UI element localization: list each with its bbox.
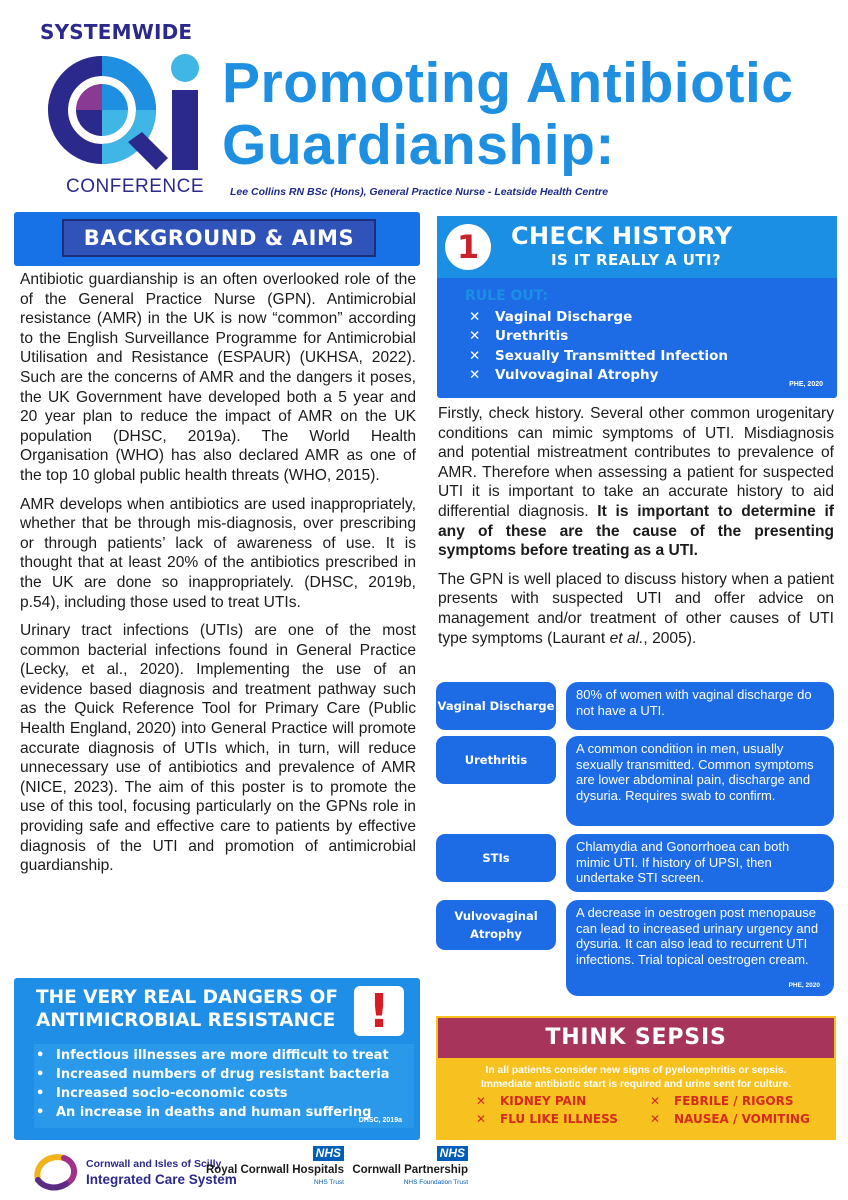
- list-item-text: Urethritis: [495, 328, 569, 345]
- list-item: [36, 1065, 414, 1084]
- nhs-logo: NHS: [313, 1146, 344, 1161]
- condition-label-stis: STIs: [436, 834, 556, 882]
- background-text: [20, 270, 416, 885]
- list-item-text: An increase in deaths and human suffering: [56, 1105, 372, 1120]
- background-paragraph-1: Antibiotic guardianship is an often overlooked role of the of the General Practice Nurse (GPN). Antimicrobial resistance (AMR) in the UK is now “common” according to the English Surveillance Programme for Antimicrobial Utilisation and Resistance (ESPAUR) (UKHSA, 2022). Such are the concerns of AMR and the dangers it poses, the UK Government have developed both a 5 year and 20 year plan to reduce the impact of AMR on the UK population (DHSC, 2019a). The World Health Organisation (WHO) has also declared AMR as one of the top 10 global public health threats (WHO, 2015).: [20, 271, 416, 484]
- amr-dangers-list-box: [34, 1044, 414, 1128]
- background-paragraph-2: AMR develops when antibiotics are used inappropriately, whether that be through mis-diagnosis, over prescribing or through patients’ lack of awareness of use. It is thought that at least 20% of the antibiotics prescribed in the UK are done so inappropriately. (DHSC, 2019b, p.54), including those used to treat UTIs.: [20, 495, 416, 611]
- check-history-source: PHE, 2020: [789, 381, 823, 388]
- background-aims-heading: BACKGROUND & AIMS: [62, 219, 376, 257]
- sepsis-sign: [650, 1112, 810, 1126]
- nhs-logo: NHS: [437, 1146, 468, 1161]
- sepsis-sign-text: KIDNEY PAIN: [500, 1094, 587, 1108]
- cross-icon: ✕: [469, 367, 481, 384]
- condition-desc-text: A decrease in oestrogen post menopause can lead to increased urinary urgency and dysuria. It can also lead to recurrent UTI infections. Trial topical oestrogen cream.: [576, 905, 819, 967]
- ics-swirl-icon: [30, 1150, 82, 1192]
- check-history-panel: [437, 216, 837, 398]
- bullet-icon: •: [36, 1048, 45, 1063]
- think-sepsis-body: [448, 1058, 824, 1134]
- amr-dangers-source: DHSC, 2019a: [358, 1117, 402, 1124]
- check-history-paragraph-1: [438, 404, 834, 561]
- sepsis-sign: [476, 1112, 618, 1126]
- condition-label-vulvovaginal-atrophy: Vulvovaginal Atrophy: [436, 900, 556, 950]
- check-history-paragraph-2-end: , 2005).: [643, 629, 697, 647]
- condition-desc-vaginal-discharge: [566, 682, 834, 730]
- ics-name-line-1: Cornwall and Isles of Scilly: [86, 1158, 222, 1170]
- title-line-2: Guardianship:: [222, 113, 615, 177]
- check-history-title: CHECK HISTORY: [511, 222, 733, 250]
- cross-icon: ✕: [650, 1112, 661, 1126]
- qi-conference-logo: [36, 20, 218, 205]
- background-aims-banner: [14, 212, 420, 266]
- check-history-paragraph-2-text: The GPN is well placed to discuss history when a patient presents with suspected UTI and offer advice on management and/or treatment of other causes of UTI type symptoms (Laurant: [438, 570, 834, 647]
- rch-name: Royal Cornwall Hospitals: [205, 1164, 344, 1176]
- list-item-text: Infectious illnesses are more difficult to treat: [56, 1048, 389, 1063]
- royal-cornwall-hospitals-logo: [205, 1146, 344, 1192]
- check-history-paragraph-1-emphasis: It is important to determine if any of these are the cause of the presenting symptoms before treating as a UTI.: [438, 502, 834, 560]
- cross-icon: ✕: [469, 309, 481, 325]
- rch-subtitle: NHS Trust: [314, 1179, 344, 1186]
- list-item: [469, 347, 728, 366]
- condition-desc-text: A common condition in men, usually sexually transmitted. Common symptoms are lower abdominal pain, discharge and dysuria. Requires swab to confirm.: [576, 741, 814, 803]
- rule-out-label: RULE OUT:: [465, 288, 549, 304]
- amr-dangers-panel: [14, 978, 420, 1140]
- cross-icon: ✕: [469, 347, 481, 364]
- cpft-name: Cornwall Partnership: [352, 1164, 468, 1176]
- condition-desc-stis: [566, 834, 834, 892]
- sepsis-sign: [650, 1094, 793, 1108]
- ics-name-line-2: Integrated Care System: [86, 1172, 237, 1187]
- logo-systemwide-text: SYSTEMWIDE: [40, 20, 193, 44]
- bullet-icon: •: [36, 1105, 45, 1120]
- condition-label-vaginal-discharge: Vaginal Discharge: [436, 682, 556, 730]
- bullet-icon: •: [36, 1086, 45, 1101]
- sepsis-sign-text: FEBRILE / RIGORS: [674, 1094, 794, 1108]
- condition-desc-text: 80% of women with vaginal discharge do not have a UTI.: [576, 687, 812, 718]
- cross-icon: ✕: [476, 1094, 487, 1108]
- list-item: [36, 1084, 414, 1103]
- list-item: [469, 366, 728, 385]
- amr-dangers-heading-line-2: ANTIMICROBIAL RESISTANCE: [36, 1010, 336, 1031]
- author-credit: Lee Collins RN BSc (Hons), General Practice Nurse - Leatside Health Centre: [230, 186, 609, 198]
- list-item-text: Vulvovaginal Atrophy: [495, 367, 659, 384]
- check-history-paragraph-2: [438, 570, 834, 648]
- condition-desc-urethritis: [566, 736, 834, 826]
- cross-icon: ✕: [650, 1094, 661, 1108]
- cpft-subtitle: NHS Foundation Trust: [403, 1179, 468, 1186]
- sepsis-line-2: Immediate antibiotic start is required and urine sent for culture.: [480, 1079, 792, 1090]
- list-item-text: Increased socio-economic costs: [56, 1086, 288, 1101]
- list-item-text: Sexually Transmitted Infection: [495, 347, 728, 364]
- sepsis-line-1: In all patients consider new signs of pyelonephritis or sepsis.: [485, 1065, 787, 1076]
- cornwall-partnership-logo: [350, 1146, 468, 1192]
- exclamation-icon: !: [354, 986, 404, 1036]
- sepsis-sign-text: NAUSEA / VOMITING: [674, 1112, 810, 1126]
- check-history-text: [438, 404, 834, 657]
- sepsis-sign-text: FLU LIKE ILLNESS: [500, 1112, 618, 1126]
- think-sepsis-panel: [436, 1016, 836, 1140]
- sepsis-sign: [476, 1094, 586, 1108]
- list-item-text: Vaginal Discharge: [495, 309, 633, 325]
- list-item: [469, 327, 728, 346]
- cross-icon: ✕: [469, 328, 481, 345]
- check-history-header: [437, 216, 837, 278]
- logo-conference-text: CONFERENCE: [66, 176, 205, 197]
- condition-desc-text: Chlamydia and Gonorrhoea can both mimic UTI. If history of UPSI, then undertake STI screen.: [576, 839, 790, 886]
- condition-source: PHE, 2020: [788, 982, 820, 990]
- citation-et-al: et al.: [609, 629, 644, 647]
- amr-dangers-heading-line-1: THE VERY REAL DANGERS OF: [36, 987, 338, 1008]
- list-item-text: Increased numbers of drug resistant bacteria: [56, 1067, 390, 1082]
- background-paragraph-3: Urinary tract infections (UTIs) are one of the most common bacterial infections found in General Practice (Lecky, et al., 2020). Implementing the use of an evidence based diagnosis and treatment pathway such as the Quick Reference Tool for Primary Care (Public Health England, 2020) into General Practice will promote accurate diagnosis of UTIs which, in turn, will reduce unnecessary use of antibiotics and prevalence of AMR (NICE, 2023). The aim of this poster is to promote the use of this tool, focusing particularly on the GPNs role in providing safe and effective care to patients by effective diagnosis of the UTI and promotion of antimicrobial guardianship.: [20, 622, 416, 875]
- title-line-1: Promoting Antibiotic: [222, 51, 794, 115]
- amr-dangers-heading: [36, 986, 338, 1032]
- list-item: [36, 1103, 414, 1122]
- qi-logo-icon: [44, 50, 214, 174]
- check-history-subtitle: IS IT REALLY A UTI?: [551, 251, 722, 269]
- bullet-icon: •: [36, 1067, 45, 1082]
- condition-label-urethritis: Urethritis: [436, 736, 556, 784]
- amr-dangers-list: [34, 1044, 414, 1122]
- poster-title: [222, 52, 793, 176]
- step-number-badge: 1: [445, 224, 491, 270]
- rule-out-list: [469, 308, 728, 386]
- condition-desc-vulvovaginal-atrophy: [566, 900, 834, 996]
- check-history-paragraph-1-text: Firstly, check history. Several other common urogenitary conditions can mimic symptoms of UTI. Misdiagnosis and potential mistreatment contributes to prevalence of AMR. Therefore when assessing a patient for suspected UTI it is important to take an accurate history to aid differential diagnosis.: [438, 405, 834, 520]
- list-item: [36, 1046, 414, 1065]
- think-sepsis-heading: THINK SEPSIS: [438, 1018, 834, 1058]
- list-item: [469, 308, 728, 327]
- cross-icon: ✕: [476, 1112, 487, 1126]
